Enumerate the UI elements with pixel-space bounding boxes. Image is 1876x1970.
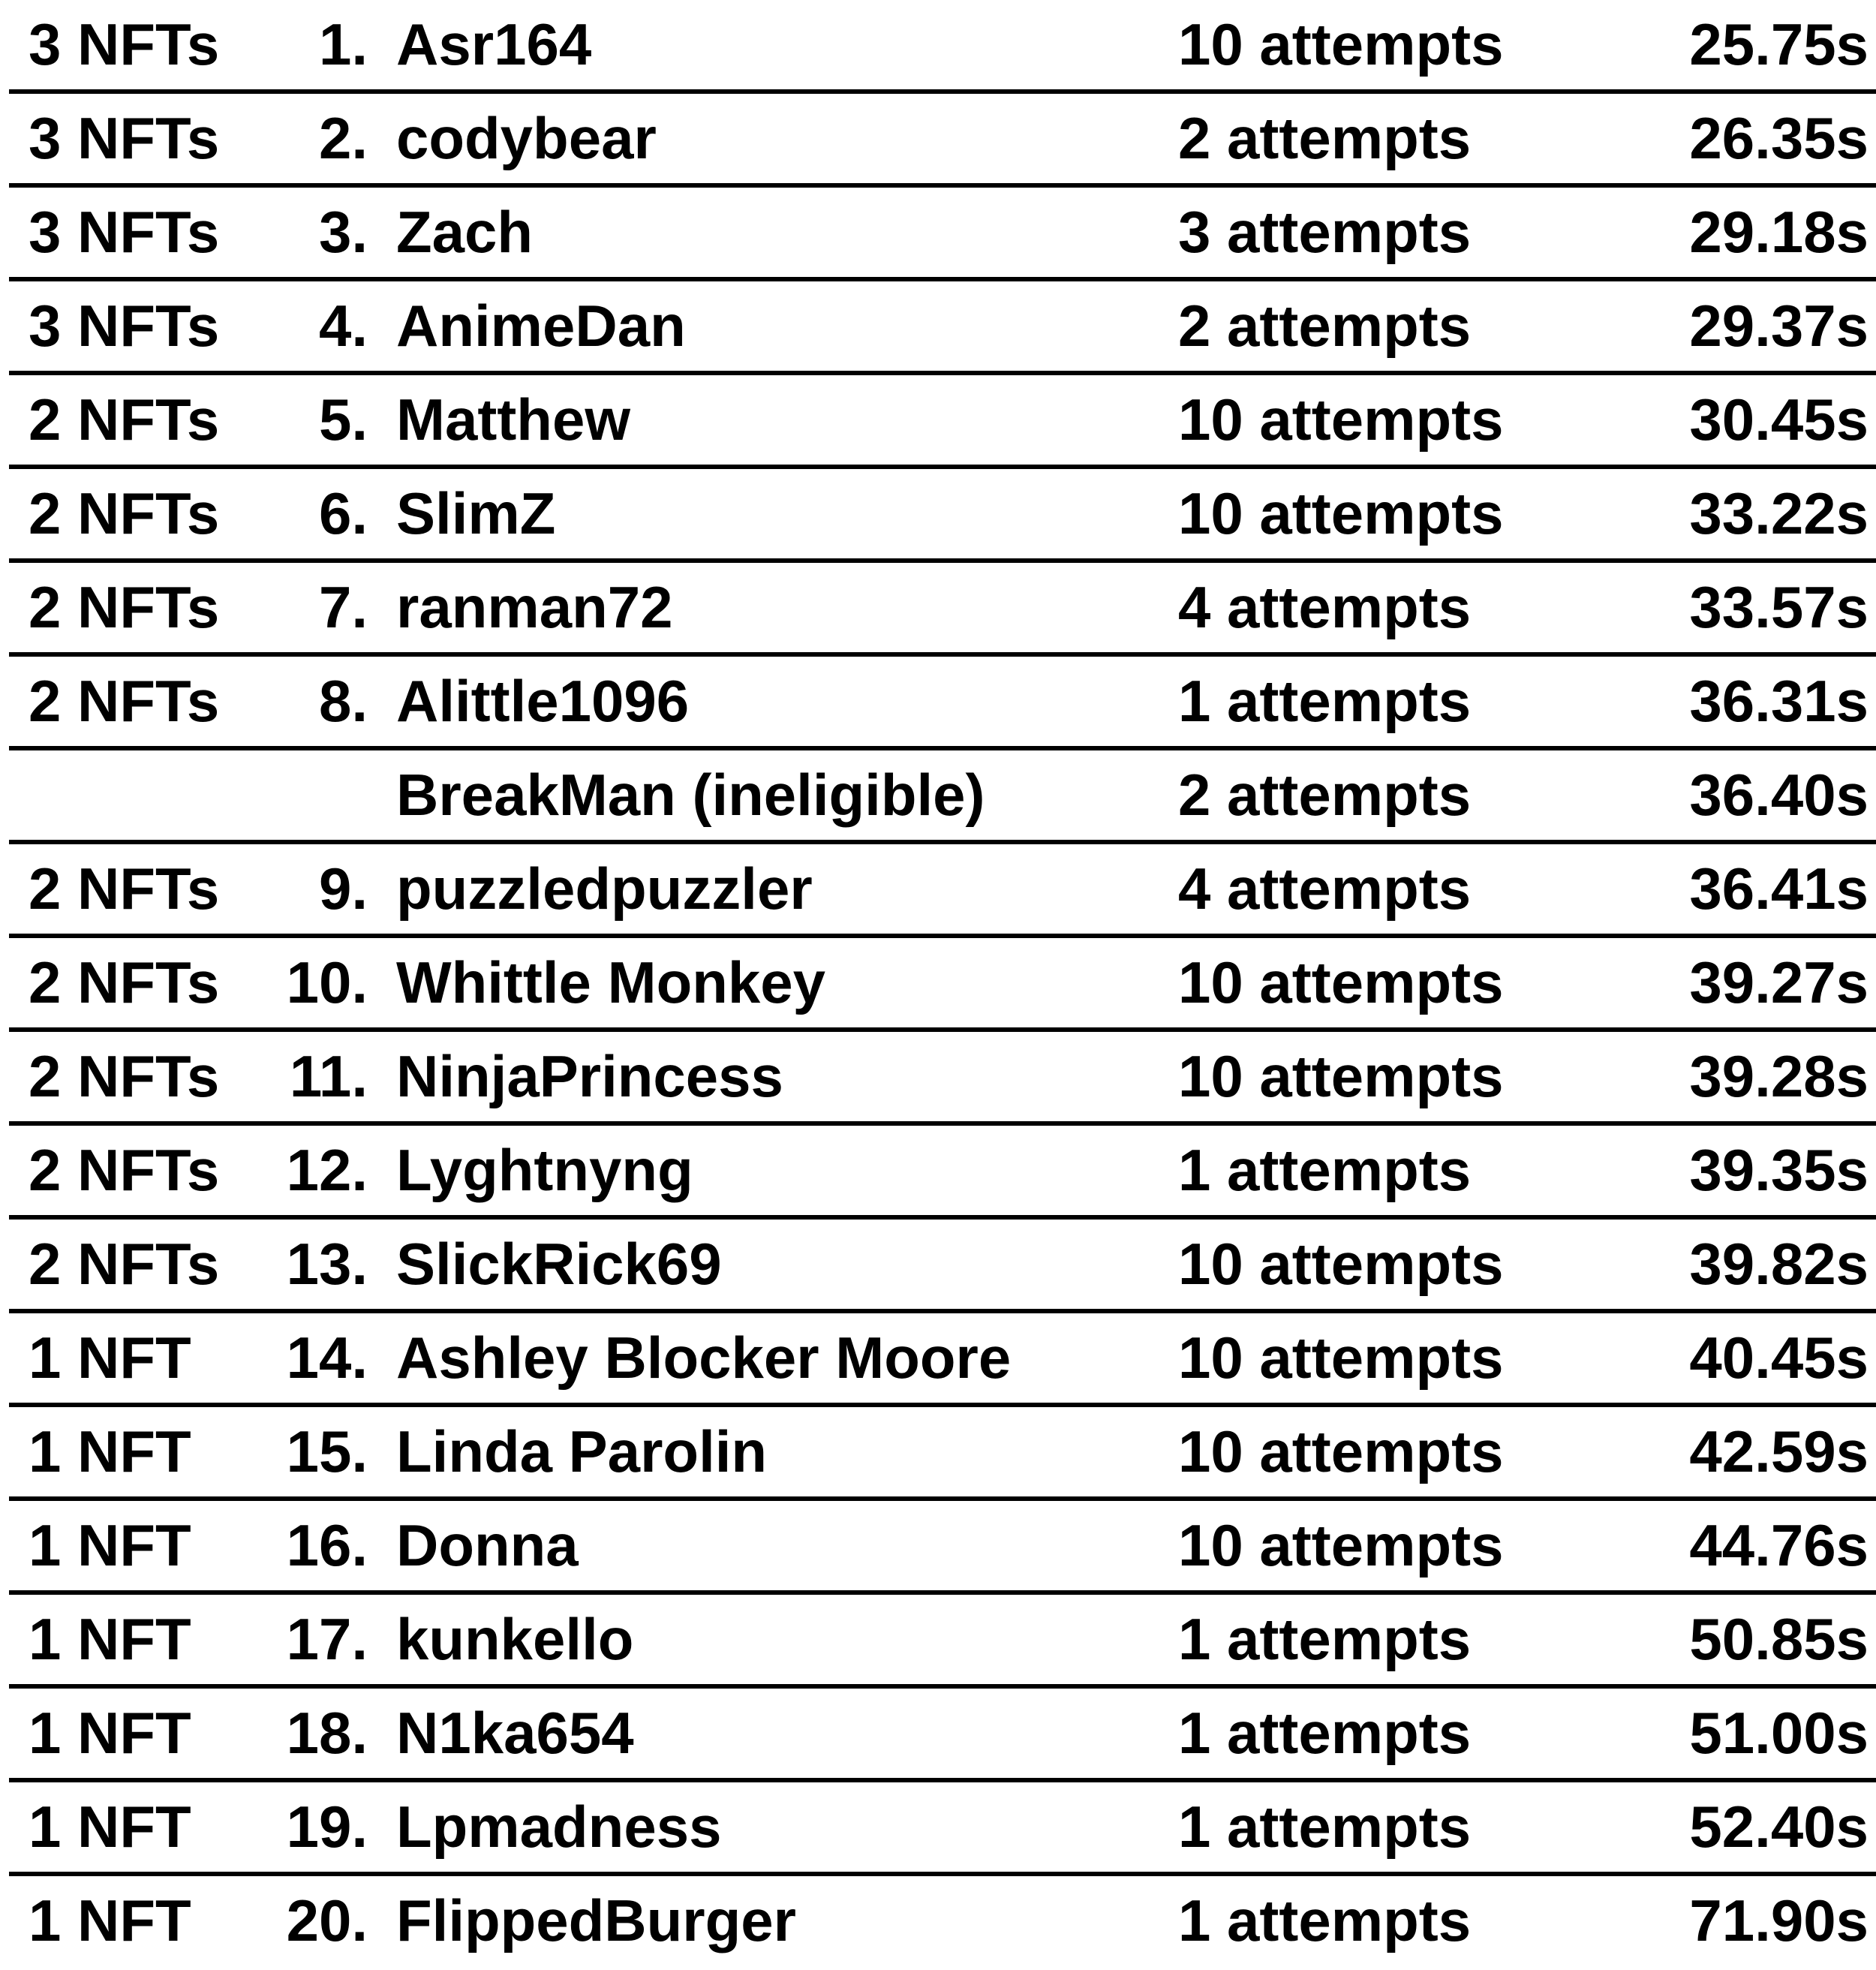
attempts-cell: 1 attempts bbox=[1178, 1887, 1472, 1953]
time-cell: 26.35s bbox=[1689, 105, 1868, 171]
nft-award-cell: 2 NFTs bbox=[29, 668, 220, 734]
time-cell: 40.45s bbox=[1689, 1325, 1868, 1391]
player-name-cell: kunkello bbox=[396, 1606, 634, 1672]
time-cell: 71.90s bbox=[1689, 1887, 1868, 1953]
player-name-cell: SlimZ bbox=[396, 480, 556, 546]
rank-cell: 3. bbox=[318, 199, 368, 265]
rank-cell: 5. bbox=[318, 386, 368, 453]
time-cell: 29.18s bbox=[1689, 199, 1868, 265]
time-cell: 25.75s bbox=[1689, 11, 1868, 77]
nft-award-cell: 2 NFTs bbox=[29, 386, 220, 453]
rank-cell: 20. bbox=[286, 1887, 368, 1953]
leaderboard-row bbox=[9, 1032, 1876, 1126]
attempts-cell: 10 attempts bbox=[1178, 11, 1504, 77]
attempts-cell: 3 attempts bbox=[1178, 199, 1472, 265]
attempts-cell: 10 attempts bbox=[1178, 1418, 1504, 1484]
player-name-cell: Ashley Blocker Moore bbox=[396, 1325, 1012, 1391]
nft-award-cell: 2 NFTs bbox=[29, 574, 220, 640]
player-name-cell: Linda Parolin bbox=[396, 1418, 768, 1484]
nft-award-cell: 1 NFT bbox=[29, 1606, 191, 1672]
leaderboard-row bbox=[9, 563, 1876, 657]
player-name-cell: N1ka654 bbox=[396, 1700, 634, 1766]
player-name-cell: codybear bbox=[396, 105, 657, 171]
attempts-cell: 10 attempts bbox=[1178, 1325, 1504, 1391]
attempts-cell: 10 attempts bbox=[1178, 386, 1504, 453]
leaderboard-row bbox=[9, 469, 1876, 563]
player-name-cell: NinjaPrincess bbox=[396, 1043, 783, 1109]
leaderboard-row bbox=[9, 750, 1876, 844]
player-name-cell: Matthew bbox=[396, 386, 630, 453]
time-cell: 33.22s bbox=[1689, 480, 1868, 546]
rank-cell: 14. bbox=[286, 1325, 368, 1391]
nft-award-cell: 2 NFTs bbox=[29, 480, 220, 546]
leaderboard-row bbox=[9, 1220, 1876, 1313]
leaderboard-row bbox=[9, 375, 1876, 469]
attempts-cell: 10 attempts bbox=[1178, 480, 1504, 546]
rank-cell: 4. bbox=[318, 293, 368, 359]
nft-award-cell: 2 NFTs bbox=[29, 856, 220, 922]
attempts-cell: 2 attempts bbox=[1178, 293, 1472, 359]
attempts-cell: 10 attempts bbox=[1178, 1043, 1504, 1109]
leaderboard-row bbox=[9, 1595, 1876, 1689]
nft-award-cell: 1 NFT bbox=[29, 1325, 191, 1391]
nft-award-cell: 2 NFTs bbox=[29, 949, 220, 1015]
time-cell: 36.41s bbox=[1689, 856, 1868, 922]
nft-award-cell: 3 NFTs bbox=[29, 199, 220, 265]
rank-cell: 8. bbox=[318, 668, 368, 734]
leaderboard-row bbox=[9, 1782, 1876, 1876]
leaderboard-row bbox=[9, 938, 1876, 1032]
time-cell: 33.57s bbox=[1689, 574, 1868, 640]
nft-award-cell: 1 NFT bbox=[29, 1794, 191, 1860]
player-name-cell: puzzledpuzzler bbox=[396, 856, 813, 922]
rank-cell: 1. bbox=[318, 11, 368, 77]
time-cell: 39.28s bbox=[1689, 1043, 1868, 1109]
rank-cell: 15. bbox=[286, 1418, 368, 1484]
nft-award-cell: 1 NFT bbox=[29, 1418, 191, 1484]
leaderboard-row bbox=[9, 1876, 1876, 1970]
rank-cell: 18. bbox=[286, 1700, 368, 1766]
attempts-cell: 1 attempts bbox=[1178, 1794, 1472, 1860]
leaderboard-row bbox=[9, 188, 1876, 281]
player-name-cell: AnimeDan bbox=[396, 293, 686, 359]
player-name-cell: SlickRick69 bbox=[396, 1231, 722, 1297]
attempts-cell: 1 attempts bbox=[1178, 1700, 1472, 1766]
leaderboard-row bbox=[9, 1126, 1876, 1220]
player-name-cell: Whittle Monkey bbox=[396, 949, 826, 1015]
rank-cell: 13. bbox=[286, 1231, 368, 1297]
leaderboard-row bbox=[9, 1689, 1876, 1782]
nft-award-cell: 1 NFT bbox=[29, 1700, 191, 1766]
time-cell: 51.00s bbox=[1689, 1700, 1868, 1766]
player-name-cell: Lyghtnyng bbox=[396, 1137, 693, 1203]
rank-cell: 16. bbox=[286, 1512, 368, 1578]
leaderboard-row bbox=[9, 281, 1876, 375]
rank-cell: 10. bbox=[286, 949, 368, 1015]
player-name-cell: Donna bbox=[396, 1512, 579, 1578]
attempts-cell: 10 attempts bbox=[1178, 949, 1504, 1015]
attempts-cell: 1 attempts bbox=[1178, 1137, 1472, 1203]
nft-award-cell: 1 NFT bbox=[29, 1887, 191, 1953]
rank-cell: 7. bbox=[318, 574, 368, 640]
leaderboard-row bbox=[9, 844, 1876, 938]
time-cell: 52.40s bbox=[1689, 1794, 1868, 1860]
player-name-cell: Alittle1096 bbox=[396, 668, 690, 734]
rank-cell: 12. bbox=[286, 1137, 368, 1203]
player-name-cell: ranman72 bbox=[396, 574, 673, 640]
attempts-cell: 2 attempts bbox=[1178, 105, 1472, 171]
leaderboard-row bbox=[9, 1407, 1876, 1501]
leaderboard-row bbox=[9, 1313, 1876, 1407]
time-cell: 44.76s bbox=[1689, 1512, 1868, 1578]
leaderboard-row bbox=[9, 657, 1876, 750]
leaderboard-row bbox=[9, 1501, 1876, 1595]
leaderboard-row bbox=[9, 0, 1876, 94]
time-cell: 50.85s bbox=[1689, 1606, 1868, 1672]
attempts-cell: 2 attempts bbox=[1178, 762, 1472, 828]
rank-cell: 19. bbox=[286, 1794, 368, 1860]
attempts-cell: 10 attempts bbox=[1178, 1231, 1504, 1297]
player-name-cell: BreakMan (ineligible) bbox=[396, 762, 985, 828]
nft-award-cell: 2 NFTs bbox=[29, 1137, 220, 1203]
rank-cell: 6. bbox=[318, 480, 368, 546]
rank-cell: 9. bbox=[318, 856, 368, 922]
player-name-cell: Asr164 bbox=[396, 11, 592, 77]
attempts-cell: 4 attempts bbox=[1178, 574, 1472, 640]
nft-award-cell: 3 NFTs bbox=[29, 11, 220, 77]
attempts-cell: 1 attempts bbox=[1178, 668, 1472, 734]
time-cell: 29.37s bbox=[1689, 293, 1868, 359]
attempts-cell: 4 attempts bbox=[1178, 856, 1472, 922]
rank-cell: 11. bbox=[289, 1043, 368, 1109]
nft-award-cell: 2 NFTs bbox=[29, 1231, 220, 1297]
attempts-cell: 10 attempts bbox=[1178, 1512, 1504, 1578]
nft-award-cell: 2 NFTs bbox=[29, 1043, 220, 1109]
leaderboard-row bbox=[9, 94, 1876, 188]
player-name-cell: Zach bbox=[396, 199, 534, 265]
rank-cell: 17. bbox=[286, 1606, 368, 1672]
player-name-cell: FlippedBurger bbox=[396, 1887, 797, 1953]
player-name-cell: Lpmadness bbox=[396, 1794, 722, 1860]
attempts-cell: 1 attempts bbox=[1178, 1606, 1472, 1672]
time-cell: 30.45s bbox=[1689, 386, 1868, 453]
time-cell: 39.35s bbox=[1689, 1137, 1868, 1203]
nft-award-cell: 3 NFTs bbox=[29, 293, 220, 359]
time-cell: 39.82s bbox=[1689, 1231, 1868, 1297]
time-cell: 39.27s bbox=[1689, 949, 1868, 1015]
rank-cell: 2. bbox=[318, 105, 368, 171]
time-cell: 42.59s bbox=[1689, 1418, 1868, 1484]
time-cell: 36.31s bbox=[1689, 668, 1868, 734]
nft-award-cell: 3 NFTs bbox=[29, 105, 220, 171]
time-cell: 36.40s bbox=[1689, 762, 1868, 828]
nft-award-cell: 1 NFT bbox=[29, 1512, 191, 1578]
